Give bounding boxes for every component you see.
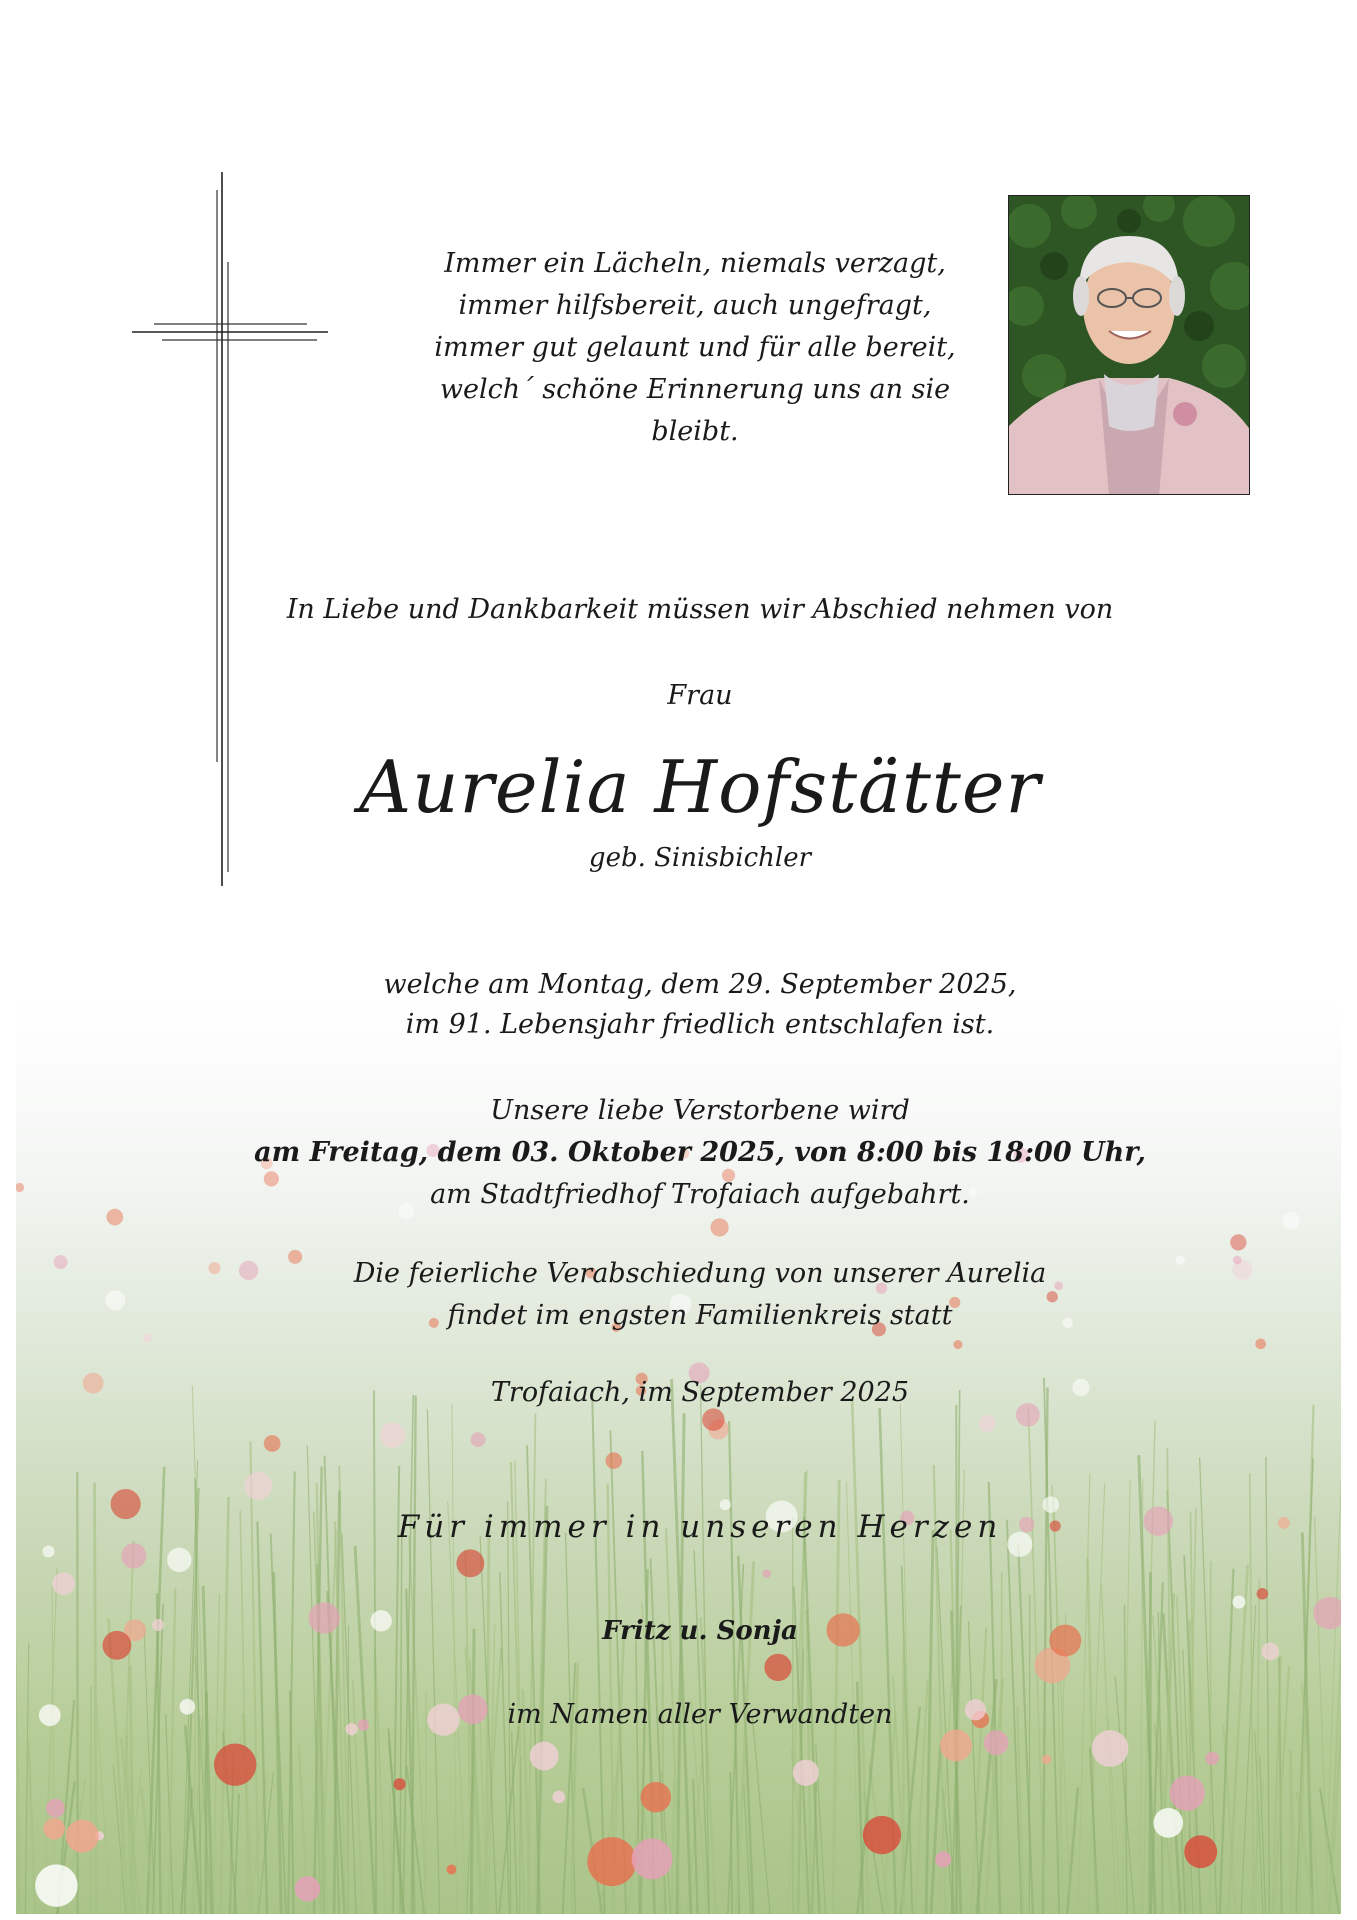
farewell-info	[300, 1253, 1100, 1337]
poem-line: Immer ein Lächeln, niemals verzagt,	[444, 248, 946, 279]
intro-text: In Liebe und Dankbarkeit müssen wir Abschied nehmen von	[286, 594, 1114, 625]
farewell-line: findet im engsten Familienkreis statt	[447, 1300, 953, 1331]
viewing-info	[250, 1090, 1150, 1216]
death-notice	[300, 965, 1100, 1045]
signers: Fritz u. Sonja	[602, 1616, 798, 1646]
poem-line: immer gut gelaunt und für alle bereit,	[434, 332, 956, 363]
farewell-line: Die feierliche Verabschiedung von unserer Aurelia	[353, 1258, 1047, 1289]
poem-line: bleibt.	[651, 416, 739, 447]
death-line: im 91. Lebensjahr friedlich entschlafen ist.	[405, 1009, 995, 1040]
poem-line: immer hilfsbereit, auch ungefragt,	[458, 290, 932, 321]
viewing-datetime: am Freitag, dem 03. Oktober 2025, von 8:00 bis 18:00 Uhr,	[254, 1137, 1146, 1168]
birth-name: geb. Sinisbichler	[588, 843, 812, 873]
deceased-name: Aurelia Hofstätter	[359, 745, 1041, 829]
viewing-location: am Stadtfriedhof Trofaiach aufgebahrt.	[430, 1179, 970, 1210]
place-date: Trofaiach, im September 2025	[490, 1377, 910, 1408]
portrait-photo	[1008, 195, 1250, 495]
viewing-line: Unsere liebe Verstorbene wird	[490, 1095, 910, 1126]
salutation: Frau	[667, 680, 733, 711]
poem	[380, 243, 1010, 453]
motto: Für immer in unseren Herzen	[397, 1509, 1003, 1545]
death-line: welche am Montag, dem 29. September 2025,	[383, 969, 1017, 1000]
cross-icon	[132, 172, 328, 886]
relatives-note: im Namen aller Verwandten	[507, 1699, 893, 1730]
poem-line: welch´ schöne Erinnerung uns an sie	[439, 374, 951, 405]
